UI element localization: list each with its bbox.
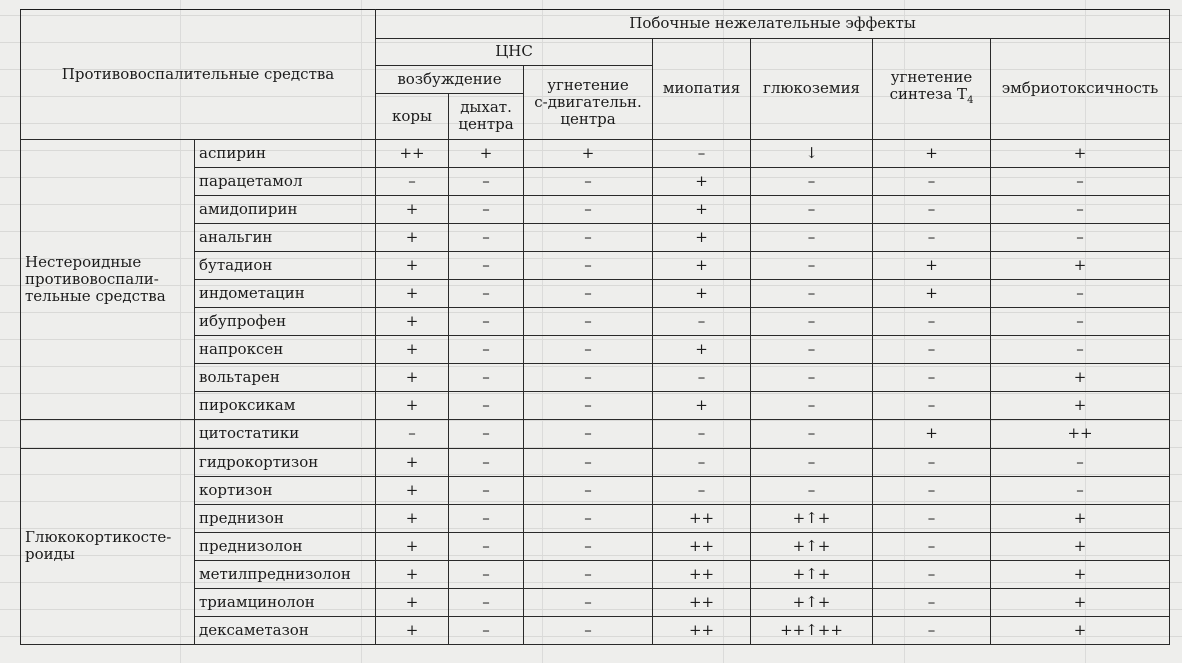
drug-name: анальгин [195,224,376,252]
drug-name: парацетамол [195,168,376,196]
glucosemia-cell: – [751,364,873,392]
header-myopathy: миопатия [653,38,751,140]
myopathy-cell: ++ [653,504,751,532]
resp-cell: – [449,252,524,280]
cortex-cell: – [376,420,449,448]
inhib-cell: – [524,364,653,392]
inhib-cell: – [524,168,653,196]
resp-cell: – [449,280,524,308]
header-side-effects: Побочные нежелательные эффекты [376,10,1170,39]
glucosemia-cell: – [751,448,873,476]
myopathy-cell: ++ [653,588,751,616]
t4-cell: – [873,168,991,196]
header-inhibition-motor: угнетение с-двигательн. центра [524,66,653,140]
glucosemia-cell: +↑+ [751,504,873,532]
drug-name: дексаметазон [195,616,376,644]
embryo-cell: + [991,364,1170,392]
inhib-cell: – [524,420,653,448]
drug-name: амидопирин [195,196,376,224]
header-cns: ЦНС [376,38,653,66]
embryo-cell: – [991,280,1170,308]
group-nsaid: Нестероидные противовоспали- тельные средства [21,140,195,420]
embryo-cell: – [991,308,1170,336]
inhib-cell: – [524,504,653,532]
embryo-cell: – [991,196,1170,224]
myopathy-cell: – [653,364,751,392]
t4-cell: + [873,280,991,308]
resp-cell: – [449,364,524,392]
t4-cell: + [873,140,991,168]
resp-cell: – [449,448,524,476]
myopathy-cell: + [653,336,751,364]
resp-cell: + [449,140,524,168]
drug-name: преднизолон [195,532,376,560]
cortex-cell: + [376,364,449,392]
embryo-cell: + [991,588,1170,616]
drug-name: триамцинолон [195,588,376,616]
glucosemia-cell: – [751,280,873,308]
resp-cell: – [449,336,524,364]
t4-cell: – [873,224,991,252]
inhib-cell: – [524,336,653,364]
glucosemia-cell: – [751,168,873,196]
drug-name: гидрокортизон [195,448,376,476]
myopathy-cell: – [653,476,751,504]
myopathy-cell: + [653,252,751,280]
glucosemia-cell: – [751,196,873,224]
glucosemia-cell: – [751,336,873,364]
inhib-cell: – [524,448,653,476]
glucosemia-cell: ++↑++ [751,616,873,644]
glucosemia-cell: – [751,252,873,280]
drug-name: ибупрофен [195,308,376,336]
resp-cell: – [449,504,524,532]
embryo-cell: + [991,252,1170,280]
drug-name: бутадион [195,252,376,280]
inhib-cell: – [524,532,653,560]
cortex-cell: + [376,504,449,532]
glucosemia-cell: – [751,308,873,336]
table-row [21,420,1170,448]
header-excitation: возбуждение [376,66,524,94]
glucosemia-cell: – [751,392,873,420]
cortex-cell: + [376,336,449,364]
cortex-cell: + [376,252,449,280]
table-row [21,448,1170,476]
inhib-cell: – [524,224,653,252]
resp-cell: – [449,308,524,336]
drug-name: кортизон [195,476,376,504]
resp-cell: – [449,420,524,448]
group-empty-cell [21,420,195,448]
resp-cell: – [449,588,524,616]
embryo-cell: ++ [991,420,1170,448]
drug-name: напроксен [195,336,376,364]
cortex-cell: + [376,588,449,616]
embryo-cell: – [991,448,1170,476]
resp-cell: – [449,532,524,560]
resp-cell: – [449,560,524,588]
inhib-cell: – [524,280,653,308]
myopathy-cell: + [653,224,751,252]
drug-name: индометацин [195,280,376,308]
side-effects-table [20,9,1170,645]
t4-cell: – [873,532,991,560]
t4-cell: – [873,196,991,224]
inhib-cell: – [524,196,653,224]
glucosemia-cell: – [751,224,873,252]
myopathy-cell: ++ [653,560,751,588]
t4-cell: – [873,588,991,616]
inhib-cell: – [524,616,653,644]
cortex-cell: + [376,616,449,644]
header-resp-center: дыхат. центра [449,93,524,140]
drug-name: вольтарен [195,364,376,392]
inhib-cell: – [524,560,653,588]
header-embryotoxicity: эмбриотоксичность [991,38,1170,140]
cortex-cell: + [376,196,449,224]
header-t4-inhibition: угнетение синтеза $T_4$ [873,38,991,140]
inhib-cell: – [524,308,653,336]
drug-name: метилпреднизолон [195,560,376,588]
embryo-cell: – [991,168,1170,196]
resp-cell: – [449,168,524,196]
t4-cell: – [873,336,991,364]
myopathy-cell: – [653,140,751,168]
myopathy-cell: – [653,420,751,448]
inhib-cell: + [524,140,653,168]
cortex-cell: ++ [376,140,449,168]
glucosemia-cell: +↑+ [751,588,873,616]
resp-cell: – [449,224,524,252]
cortex-cell: + [376,308,449,336]
inhib-cell: – [524,252,653,280]
inhib-cell: – [524,392,653,420]
glucosemia-cell: +↑+ [751,560,873,588]
embryo-cell: + [991,560,1170,588]
embryo-cell: – [991,476,1170,504]
header-cortex: коры [376,93,449,140]
header-glucosemia: глюкоземия [751,38,873,140]
cortex-cell: + [376,224,449,252]
group-glucocorticoids: Глюкокортикосте- роиды [21,448,195,645]
drug-name: преднизон [195,504,376,532]
t4-cell: – [873,560,991,588]
t4-cell: + [873,252,991,280]
embryo-cell: + [991,616,1170,644]
embryo-cell: + [991,504,1170,532]
cortex-cell: + [376,448,449,476]
table-row [21,140,1170,168]
drug-name: пироксикам [195,392,376,420]
myopathy-cell: ++ [653,616,751,644]
cortex-cell: + [376,532,449,560]
t4-cell: – [873,504,991,532]
embryo-cell: + [991,532,1170,560]
inhib-cell: – [524,476,653,504]
cortex-cell: + [376,392,449,420]
cortex-cell: + [376,560,449,588]
myopathy-cell: + [653,392,751,420]
embryo-cell: – [991,224,1170,252]
embryo-cell: + [991,140,1170,168]
resp-cell: – [449,616,524,644]
inhib-cell: – [524,588,653,616]
cortex-cell: + [376,476,449,504]
embryo-cell: – [991,336,1170,364]
glucosemia-cell: – [751,420,873,448]
glucosemia-cell: – [751,476,873,504]
resp-cell: – [449,476,524,504]
cortex-cell: – [376,168,449,196]
myopathy-cell: + [653,196,751,224]
cortex-cell: + [376,280,449,308]
drug-name: цитостатики [195,420,376,448]
t4-cell: – [873,364,991,392]
glucosemia-cell: +↑+ [751,532,873,560]
t4-cell: – [873,308,991,336]
myopathy-cell: + [653,168,751,196]
t4-cell: + [873,420,991,448]
resp-cell: – [449,196,524,224]
myopathy-cell: – [653,308,751,336]
glucosemia-cell: ↓ [751,140,873,168]
t4-cell: – [873,616,991,644]
t4-cell: – [873,392,991,420]
t4-cell: – [873,448,991,476]
drug-name: аспирин [195,140,376,168]
myopathy-cell: + [653,280,751,308]
myopathy-cell: ++ [653,532,751,560]
t4-cell: – [873,476,991,504]
embryo-cell: + [991,392,1170,420]
header-drug-column: Противовоспалительные средства [21,10,376,140]
resp-cell: – [449,392,524,420]
myopathy-cell: – [653,448,751,476]
